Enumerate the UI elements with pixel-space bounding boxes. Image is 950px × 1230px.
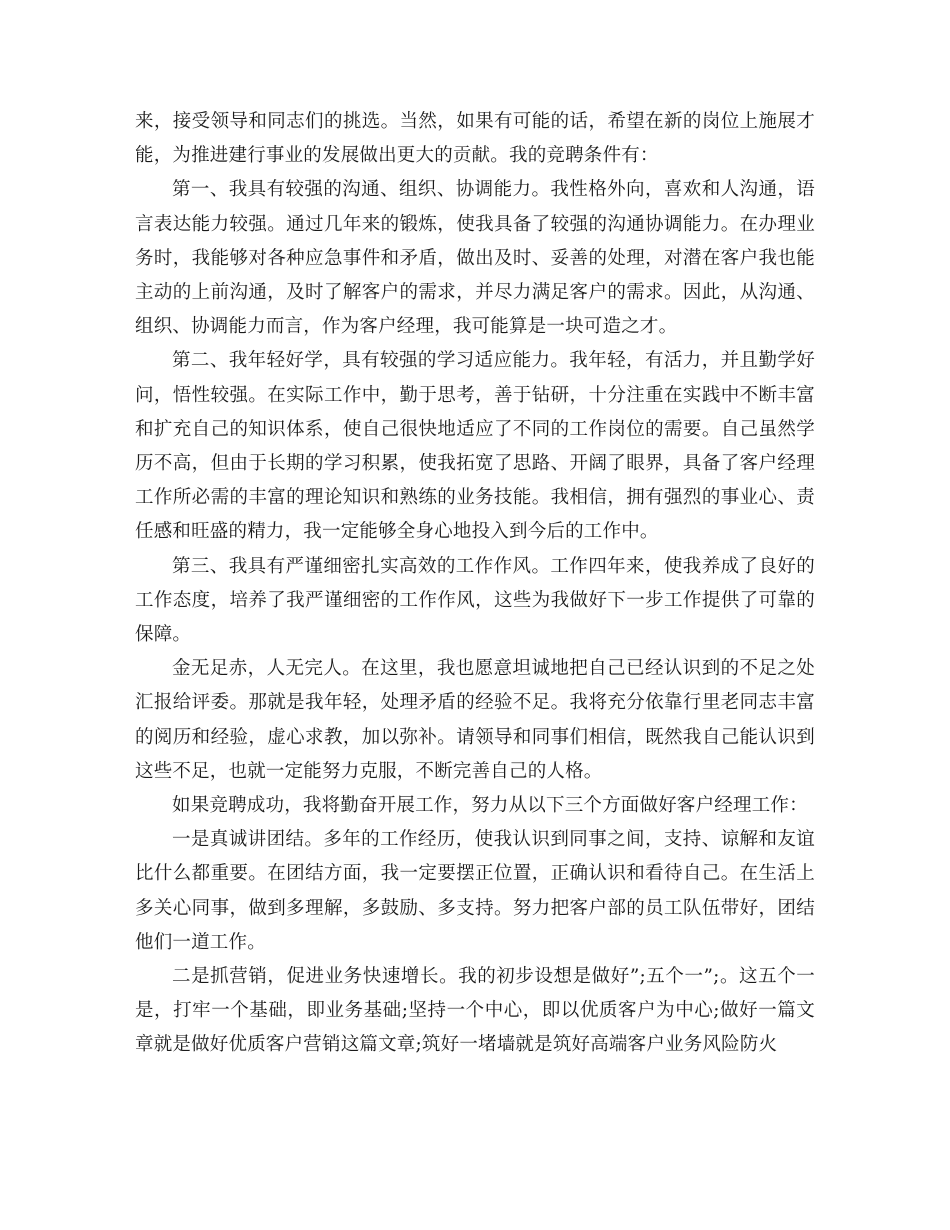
- paragraph-4: 第三、我具有严谨细密扎实高效的工作作风。工作四年来，使我养成了良好的工作态度，培养了我严谨细密的工作作风，这些为我做好下一步工作提供了可靠的保障。: [135, 555, 815, 646]
- paragraph-7: 一是真诚讲团结。多年的工作经历，使我认识到同事之间，支持、谅解和友谊比什么都重要。在团结方面，我一定要摆正位置，正确认识和看待自己。在生活上多关心同事，做到多理解，多鼓励、多支持。努力把客户部的员工队伍带好，团结他们一道工作。: [135, 829, 815, 953]
- paragraph-1: 来，接受领导和同志们的挑选。当然，如果有可能的话，希望在新的岗位上施展才能，为推进建行事业的发展做出更大的贡献。我的竞聘条件有：: [135, 111, 815, 167]
- paragraph-8: 二是抓营销，促进业务快速增长。我的初步设想是做好”;五个一”;。这五个一是，打牢一个基础，即业务基础;坚持一个中心，即以优质客户为中心;做好一篇文章就是做好优质客户营销这篇文章;筑好一堵墙就是筑好高端客户业务风险防火: [135, 966, 815, 1056]
- paragraph-2: 第一、我具有较强的沟通、组织、协调能力。我性格外向，喜欢和人沟通，语言表达能力较强。通过几年来的锻炼，使我具备了较强的沟通协调能力。在办理业务时，我能够对各种应急事件和矛盾，做出及时、妥善的处理，对潜在客户我也能主动的上前沟通，及时了解客户的需求，并尽力满足客户的需求。因此，从沟通、组织、协调能力而言，作为客户经理，我可能算是一块可造之才。: [135, 179, 815, 338]
- paragraph-3: 第二、我年轻好学，具有较强的学习适应能力。我年轻，有活力，并且勤学好问，悟性较强。在实际工作中，勤于思考，善于钻研，十分注重在实践中不断丰富和扩充自己的知识体系，使自己很快地适应了不同的工作岗位的需要。自己虽然学历不高，但由于长期的学习积累，使我拓宽了思路、开阔了眼界，具备了客户经理工作所必需的丰富的理论知识和熟练的业务技能。我相信，拥有强烈的事业心、责任感和旺盛的精力，我一定能够全身心地投入到今后的工作中。: [135, 350, 815, 543]
- document-body: [135, 105, 815, 1063]
- paragraph-6: 如果竞聘成功，我将勤奋开展工作，努力从以下三个方面做好客户经理工作：: [172, 795, 808, 817]
- paragraph-5: 金无足赤，人无完人。在这里，我也愿意坦诚地把自己已经认识到的不足之处汇报给评委。那就是我年轻，处理矛盾的经验不足。我将充分依靠行里老同志丰富的阅历和经验，虚心求教，加以弥补。请领导和同事们相信，既然我自己能认识到这些不足，也就一定能努力克服，不断完善自己的人格。: [135, 658, 815, 782]
